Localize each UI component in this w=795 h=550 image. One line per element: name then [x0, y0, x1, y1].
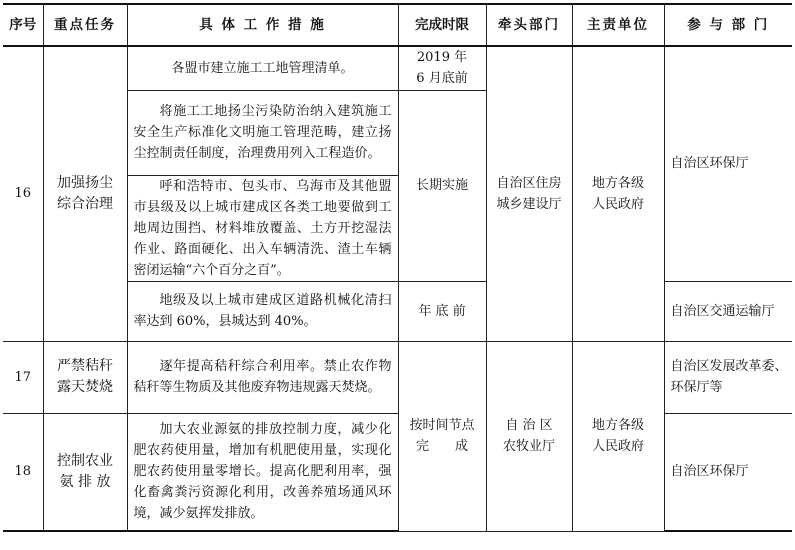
col-header-lead-dept: 牵头部门 [486, 4, 572, 46]
measure-cell: 逐年提高秸秆综合利用率。禁止农作物秸秆等生物质及其他废弃物违规露天焚烧。 [127, 341, 398, 413]
row-number: 17 [3, 341, 43, 413]
col-header-deadline: 完成时限 [398, 4, 486, 46]
lead-dept-cell: 自治区住房 城乡建设厅 [486, 46, 572, 341]
participant-cell: 自治区环保厅 [664, 46, 792, 281]
header-row [3, 4, 792, 46]
row-number: 18 [3, 413, 43, 531]
task-name: 控制农业 氨 排 放 [43, 413, 127, 531]
table-row [3, 413, 792, 531]
col-header-resp-unit: 主责单位 [572, 4, 664, 46]
resp-unit-cell: 地方各级 人民政府 [572, 46, 664, 341]
row-number: 16 [3, 46, 43, 341]
measure-cell: 呼和浩特市、包头市、乌海市及其他盟市县级及以上城市建成区各类工地要做到工地周边围挡、材料堆放覆盖、土方开挖湿法作业、路面硬化、出入车辆清洗、渣土车辆密闭运输“六个百分之百”。 [127, 175, 398, 281]
resp-unit-cell: 地方各级 人民政府 [572, 341, 664, 531]
deadline-cell: 按时间节点 完 成 [398, 341, 486, 531]
col-header-participants: 参 与 部 门 [664, 4, 792, 46]
col-header-task: 重点任务 [43, 4, 127, 46]
task-name: 严禁秸秆 露天焚烧 [43, 341, 127, 413]
deadline-cell: 长期实施 [398, 90, 486, 281]
measure-cell: 地级及以上城市建成区道路机械化清扫率达到 60%，县城达到 40%。 [127, 281, 398, 341]
table-row [3, 46, 792, 90]
task-name: 加强扬尘 综合治理 [43, 46, 127, 341]
deadline-cell: 年 底 前 [398, 281, 486, 341]
measure-cell: 各盟市建立施工工地管理清单。 [127, 46, 398, 90]
participant-cell: 自治区交通运输厅 [664, 281, 792, 341]
table-row [3, 341, 792, 413]
participant-cell: 自治区环保厅 [664, 413, 792, 531]
task-table [3, 3, 792, 532]
measure-cell: 将施工工地扬尘污染防治纳入建筑施工安全生产标准化文明施工管理范畴，建立扬尘控制责任制度，治理费用列入工程造价。 [127, 90, 398, 175]
col-header-measures: 具 体 工 作 措 施 [127, 4, 398, 46]
deadline-cell: 2019 年 6 月底前 [398, 46, 486, 90]
col-header-no: 序号 [3, 4, 43, 46]
lead-dept-cell: 自 治 区 农牧业厅 [486, 341, 572, 531]
participant-cell: 自治区发展改革委、环保厅等 [664, 341, 792, 413]
measure-cell: 加大农业源氨的排放控制力度，减少化肥农药使用量，增加有机肥使用量，实现化肥农药使用量零增长。提高化肥利用率，强化畜禽粪污资源化利用，改善养殖场通风环境，减少氨挥发排放。 [127, 413, 398, 531]
